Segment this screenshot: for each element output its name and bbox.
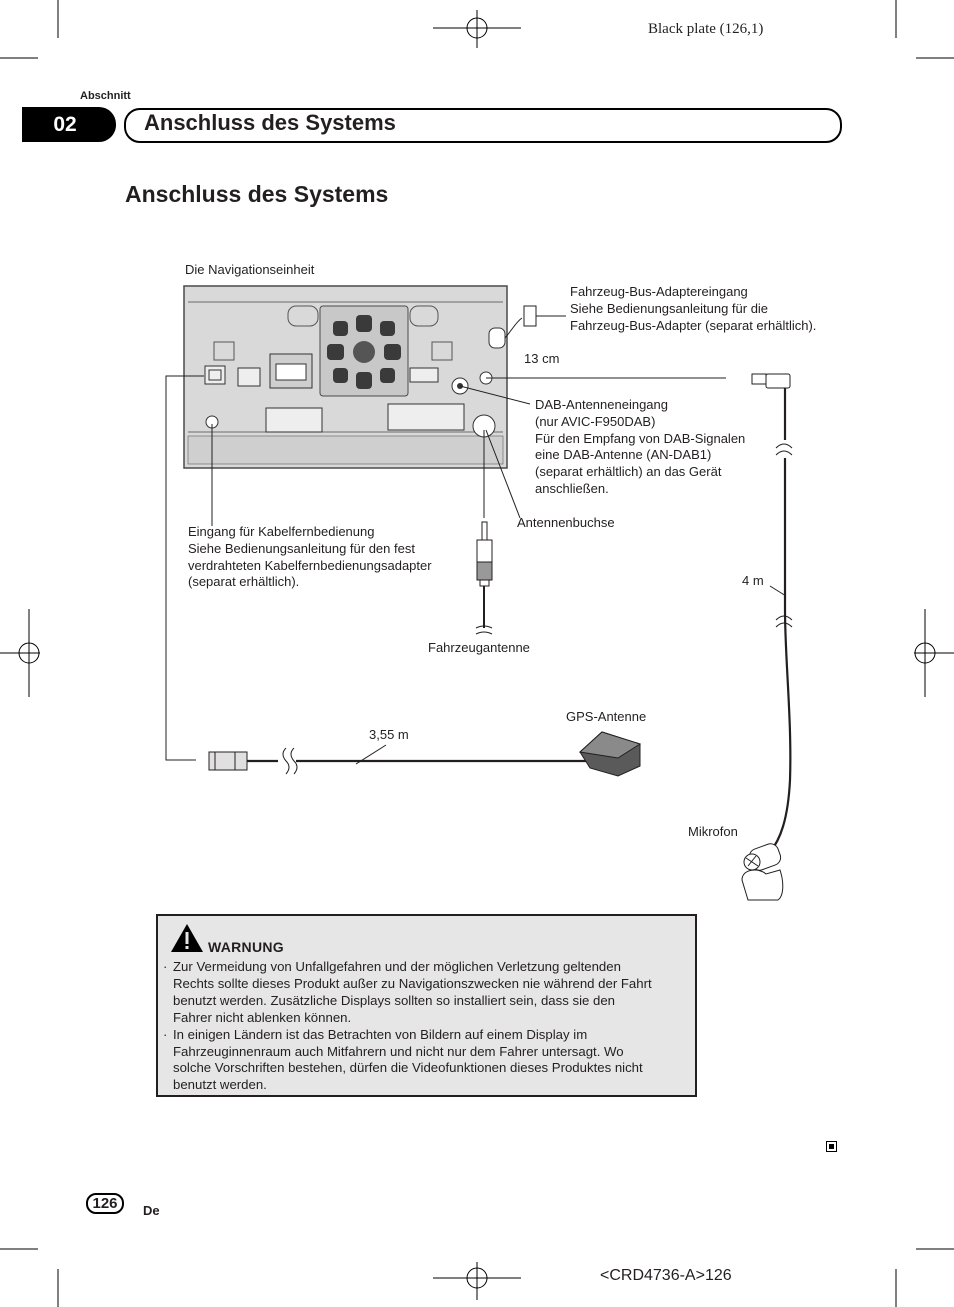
warning-text xyxy=(163,959,693,1094)
document-code: <CRD4736-A>126 xyxy=(600,1267,732,1284)
warning-title: WARNUNG xyxy=(208,939,284,955)
language-code: De xyxy=(143,1203,160,1218)
navigation-unit xyxy=(184,286,507,468)
warning-item xyxy=(163,959,693,1027)
vehicle-antenna-label: Fahrzeugantenne xyxy=(428,640,530,655)
section-number: 02 xyxy=(22,107,116,142)
bus-adapter-line: Siehe Bedienungsanleitung für die xyxy=(570,300,769,316)
warning-line: Fahrer nicht ablenken können. xyxy=(173,1009,352,1025)
section-title: Anschluss des Systems xyxy=(144,110,396,135)
antenna-jack-label: Antennenbuchse xyxy=(517,515,615,530)
page-number: 126 xyxy=(86,1193,124,1214)
dab-input-line: DAB-Antenneneingang xyxy=(535,397,668,412)
gps-antenna-label: GPS-Antenne xyxy=(566,709,647,724)
cable-length-4m: 4 m xyxy=(742,573,764,588)
warning-line: Rechts sollte dieses Produkt außer zu Navigationszwecken nie während der Fahrt xyxy=(173,975,652,991)
warning-line: benutzt werden. xyxy=(173,1077,267,1093)
remote-input-line: verdrahteten Kabelfernbedienungsadapter xyxy=(188,557,432,573)
remote-input-line: (separat erhältlich). xyxy=(188,574,300,590)
microphone-icon xyxy=(742,842,783,900)
dab-input-line: eine DAB-Antenne (AN-DAB1) xyxy=(535,447,712,463)
bus-adapter-line: Fahrzeug-Bus-Adaptereingang xyxy=(570,284,748,299)
warning-line: benutzt werden. Zusätzliche Displays sollten so installiert sein, dass sie den xyxy=(173,992,616,1008)
remote-input-line: Eingang für Kabelfernbedienung xyxy=(188,524,375,539)
navigation-unit-label: Die Navigationseinheit xyxy=(185,262,315,277)
dab-input-line: Für den Empfang von DAB-Signalen xyxy=(535,430,746,446)
cable-length-355m: 3,55 m xyxy=(369,727,409,742)
bus-adapter-label xyxy=(570,284,816,334)
warning-item xyxy=(163,1027,693,1095)
plate-label: Black plate (126,1) xyxy=(648,21,764,37)
microphone-cable xyxy=(752,374,792,852)
dab-input-label xyxy=(535,397,745,498)
section-label: Abschnitt xyxy=(80,90,131,102)
bullet: · xyxy=(163,959,168,974)
warning-line: In einigen Ländern ist das Betrachten von Bildern auf einem Display im xyxy=(173,1026,588,1042)
dab-input-line: (nur AVIC-F950DAB) xyxy=(535,413,656,429)
remote-input-line: Siehe Bedienungsanleitung für den fest xyxy=(188,540,415,556)
remote-input-label xyxy=(188,524,432,591)
vehicle-antenna-plug xyxy=(476,522,492,634)
cable-length-13cm: 13 cm xyxy=(524,351,560,366)
bullet: · xyxy=(163,1026,168,1042)
fan-icon xyxy=(327,315,401,389)
gps-antenna xyxy=(209,732,640,776)
microphone-label: Mikrofon xyxy=(688,824,738,839)
warning-line: Fahrzeuginnenraum auch Mitfahrern und nicht nur dem Fahrer untersagt. Wo xyxy=(173,1043,624,1059)
warning-triangle-icon xyxy=(169,922,205,954)
warning-line: Zur Vermeidung von Unfallgefahren und der möglichen Verletzung geltenden xyxy=(173,959,621,974)
page-heading: Anschluss des Systems xyxy=(125,181,389,207)
bus-adapter-line: Fahrzeug-Bus-Adapter (separat erhältlich). xyxy=(570,317,817,333)
dab-input-line: (separat erhältlich) an das Gerät xyxy=(535,464,722,480)
dab-input-line: anschließen. xyxy=(535,480,609,496)
end-of-section-icon-inner xyxy=(829,1144,834,1149)
warning-line: solche Vorschriften bestehen, dürfen die Videofunktionen dieses Produktes nicht xyxy=(173,1060,643,1076)
